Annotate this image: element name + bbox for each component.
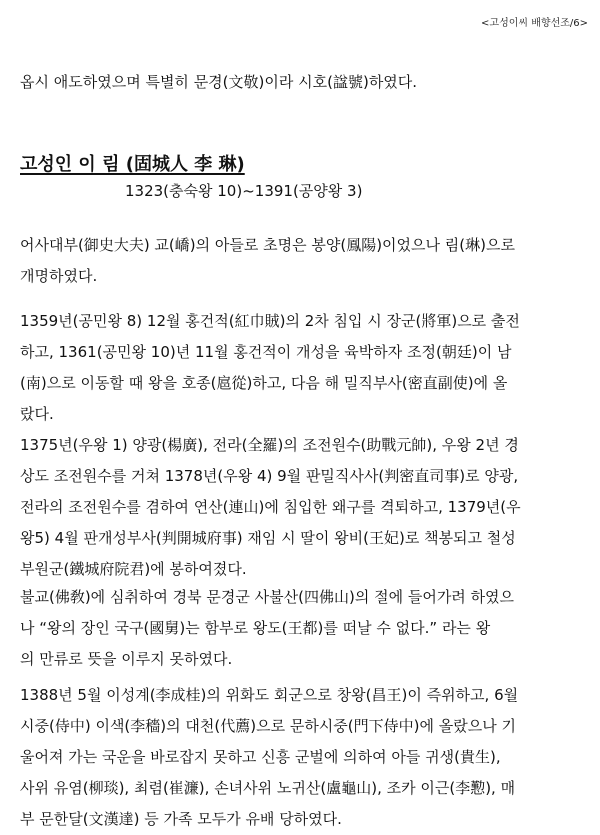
paragraph-line: 1375년(우왕 1) 양광(楊廣), 전라(全羅)의 조전원수(助戰元帥), 우왕 2년 경 (20, 436, 519, 454)
paragraph-line: 울어져 가는 국운을 바로잡지 못하고 신흥 군벌에 의하여 아들 귀생(貴生), (20, 748, 501, 766)
paragraph-5 (20, 680, 582, 835)
paragraph-2 (20, 306, 582, 430)
paragraph-line: 1359년(공민왕 8) 12월 홍건적(紅巾賊)의 2차 침입 시 장군(將軍)으로 출전 (20, 312, 520, 330)
lifespan-dates: 1323(충숙왕 10)~1391(공양왕 3) (125, 182, 363, 200)
paragraph-line: 불교(佛敎)에 심취하여 경북 문경군 사불산(四佛山)의 절에 들어가려 하였으 (20, 588, 515, 606)
paragraph-line: 왕5) 4월 판개성부사(判開城府事) 재임 시 딸이 왕비(王妃)로 책봉되고 철성 (20, 529, 516, 547)
paragraph-line: 어사대부(御史大夫) 교(嶠)의 아들로 초명은 봉양(鳳陽)이었으나 림(琳)으로 (20, 236, 515, 254)
section-title (20, 150, 245, 176)
paragraph-line: 상도 조전원수를 거쳐 1378년(우왕 4) 9월 판밀직사사(判密直司事)로 양광, (20, 467, 519, 485)
paragraph-line: 의 만류로 뜻을 이루지 못하였다. (20, 650, 233, 668)
paragraph-line: 하고, 1361(공민왕 10)년 11월 홍건적이 개성을 육박하자 조정(朝廷)이 남 (20, 343, 512, 361)
paragraph-line: 랐다. (20, 405, 54, 423)
paragraph-line: 1388년 5월 이성계(李成桂)의 위화도 회군으로 창왕(昌王)이 즉위하고, 6월 (20, 686, 519, 704)
paragraph-3 (20, 430, 582, 585)
section-title-text: 고성인 이 림 (固城人 李 琳) (20, 154, 245, 175)
intro-line: 옵시 애도하였으며 특별히 문경(文敬)이라 시호(諡號)하였다. (20, 73, 418, 91)
paragraph-1 (20, 230, 582, 292)
paragraph-line: (南)으로 이동할 때 왕을 호종(扈從)하고, 다음 해 밀직부사(密直副使)에 올 (20, 374, 508, 392)
paragraph-4 (20, 582, 582, 675)
paragraph-line: 나 “왕의 장인 국구(國舅)는 함부로 왕도(王都)를 떠날 수 없다.” 라는 왕 (20, 619, 491, 637)
paragraph-line: 부원군(鐵城府院君)에 봉하여졌다. (20, 560, 247, 578)
paragraph-line: 개명하였다. (20, 267, 98, 285)
paragraph-line: 사위 유염(柳琰), 최렴(崔濂), 손녀사위 노귀산(盧龜山), 조카 이근(李懃), 매 (20, 779, 516, 797)
page-header: <고성이씨 배향선조/6> (481, 18, 588, 29)
paragraph-line: 시중(侍中) 이색(李穡)의 대천(代薦)으로 문하시중(門下侍中)에 올랐으나 기 (20, 717, 516, 735)
paragraph-line: 부 문한달(文漢達) 등 가족 모두가 유배 당하였다. (20, 810, 342, 828)
paragraph-line: 전라의 조전원수를 겸하여 연산(連山)에 침입한 왜구를 격퇴하고, 1379년(우 (20, 498, 521, 516)
